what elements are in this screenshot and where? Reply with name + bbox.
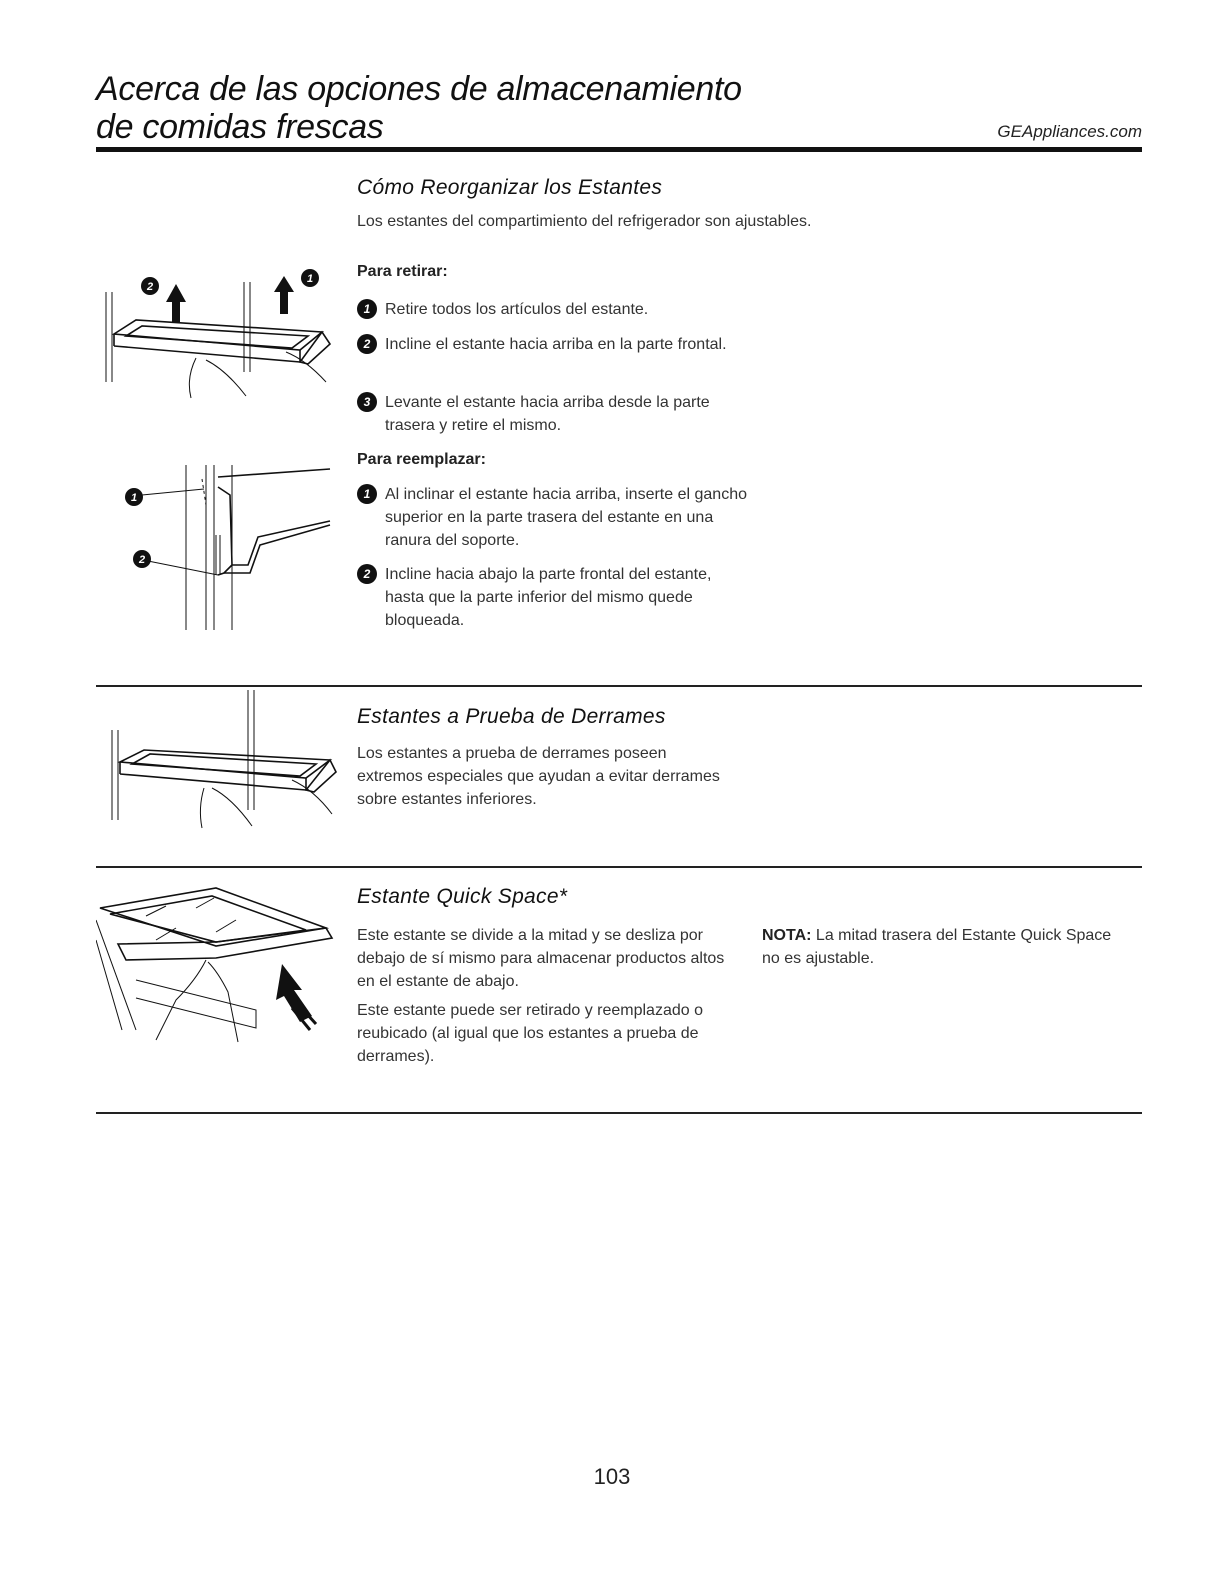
note-label: NOTA: bbox=[762, 927, 812, 944]
step-text: Al inclinar el estante hacia arriba, inserte el gancho superior en la parte trasera del estante en una ranura del soporte. bbox=[385, 486, 747, 549]
page-title-line1: Acerca de las opciones de almacenamiento bbox=[96, 70, 742, 108]
note-text: La mitad trasera del Estante Quick Space no es ajustable. bbox=[762, 927, 1112, 967]
header-rule bbox=[96, 147, 1142, 152]
quickspace-shelf-illustration bbox=[96, 880, 336, 1050]
page-title-line2: de comidas frescas bbox=[96, 108, 384, 146]
section-divider bbox=[96, 866, 1142, 868]
callout-2-badge bbox=[133, 550, 151, 568]
section-divider bbox=[96, 685, 1142, 687]
step-number-badge: 1 bbox=[357, 484, 377, 504]
section-heading-spillproof: Estantes a Prueba de Derrames bbox=[357, 705, 666, 728]
quickspace-paragraph-1: Este estante se divide a la mitad y se desliza por debajo de sí mismo para almacenar productos altos en el estante de abajo. bbox=[357, 927, 725, 990]
site-url: GEAppliances.com bbox=[997, 122, 1142, 141]
step-text: Incline el estante hacia arriba en la parte frontal. bbox=[385, 336, 727, 353]
page-number: 103 bbox=[593, 1464, 631, 1489]
shelf-removal-illustration bbox=[96, 262, 341, 402]
step-number-badge: 1 bbox=[357, 299, 377, 319]
page-title bbox=[96, 70, 742, 146]
callout-1-label: 1 bbox=[306, 273, 314, 285]
remove-step-1 bbox=[357, 298, 727, 321]
quickspace-note bbox=[762, 924, 1132, 970]
remove-step-3 bbox=[357, 391, 727, 437]
spillproof-shelf-illustration bbox=[104, 690, 344, 835]
step-number-badge: 3 bbox=[357, 392, 377, 412]
section-intro-rearrange: Los estantes del compartimiento del refrigerador son ajustables. bbox=[357, 213, 812, 230]
callout-1-label: 1 bbox=[130, 492, 138, 504]
step-text: Levante el estante hacia arriba desde la parte trasera y retire el mismo. bbox=[385, 394, 710, 434]
quickspace-paragraph-2: Este estante puede ser retirado y reemplazado o reubicado (al igual que los estantes a prueba de derrames). bbox=[357, 1002, 703, 1065]
section-heading-rearrange: Cómo Reorganizar los Estantes bbox=[357, 176, 663, 199]
replace-label: Para reemplazar: bbox=[357, 451, 486, 468]
remove-step-2 bbox=[357, 333, 727, 356]
step-number-badge: 2 bbox=[357, 564, 377, 584]
section-divider bbox=[96, 1112, 1142, 1114]
callout-1-badge bbox=[125, 488, 143, 506]
step-number-badge: 2 bbox=[357, 334, 377, 354]
replace-step-2 bbox=[357, 563, 727, 632]
remove-label: Para retirar: bbox=[357, 263, 448, 280]
section-text-spillproof: Los estantes a prueba de derrames poseen extremos especiales que ayudan a evitar derrames sobre estantes inferiores. bbox=[357, 745, 720, 808]
step-text: Retire todos los artículos del estante. bbox=[385, 301, 649, 318]
callout-2-label: 2 bbox=[146, 281, 154, 293]
callout-2-label: 2 bbox=[138, 554, 146, 566]
section-heading-quickspace: Estante Quick Space* bbox=[357, 885, 568, 908]
step-text: Incline hacia abajo la parte frontal del estante, hasta que la parte inferior del mismo quede bloqueada. bbox=[385, 566, 712, 629]
callout-2-badge bbox=[141, 277, 159, 295]
replace-step-1 bbox=[357, 483, 747, 552]
shelf-replacement-illustration bbox=[120, 465, 335, 630]
callout-1-badge bbox=[301, 269, 319, 287]
